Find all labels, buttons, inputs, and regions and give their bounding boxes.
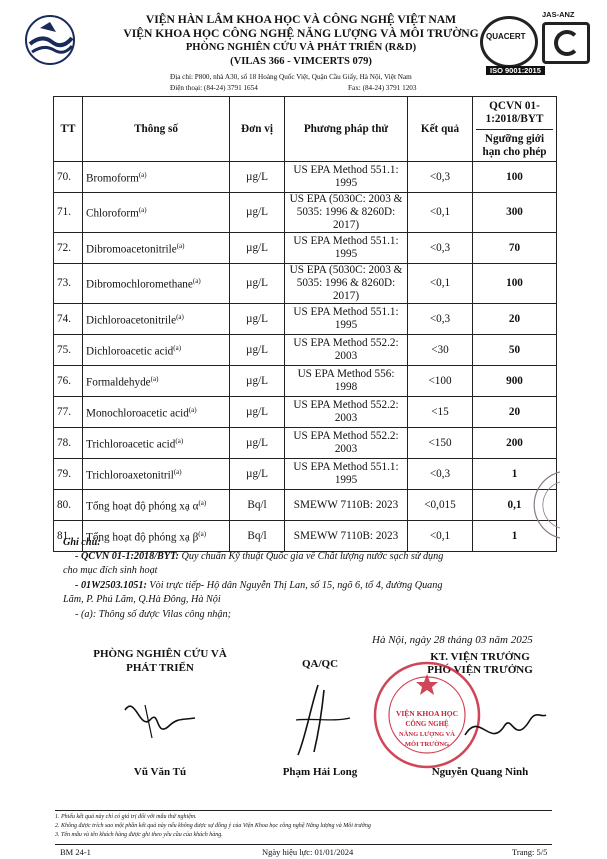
parameter-label: Dichloroacetonitrile (86, 314, 177, 327)
col-unit: Đơn vị (230, 97, 285, 162)
result-value: <30 (408, 335, 473, 366)
unit: Bq/l (230, 490, 285, 521)
row-number: 80. (54, 490, 83, 521)
parameter-label: Formaldehyde (86, 376, 151, 389)
left-signer-title-1: PHÒNG NGHIÊN CỨU VÀ (93, 648, 227, 660)
limit-value: 50 (473, 335, 557, 366)
col-result: Kết quả (408, 97, 473, 162)
note-1-text: Quy chuẩn Kỹ thuật Quốc gia về Chất lượng nước sạch sử dụng (181, 551, 444, 562)
footnote-2: 2. Không được trích sao một phần kết quả này nếu không được sự đồng ý của Viện Khoa học công nghệ Năng lượng và Môi trường (55, 823, 371, 829)
address: Địa chỉ: P800, nhà A30, số 18 Hoàng Quốc Việt, Quận Cầu Giấy, Hà Nội, Việt Nam (170, 73, 412, 81)
col-param: Thông số (83, 97, 230, 162)
table-row (54, 162, 557, 193)
iso-label: ISO 9001:2015 (486, 66, 545, 75)
unit: Bq/l (230, 521, 285, 552)
table-row (54, 490, 557, 521)
quacert-label: QUACERT (486, 32, 526, 41)
accredited-marker: (a) (138, 206, 147, 215)
sign-date: Hà Nội, ngày 28 tháng 03 năm 2025 (372, 634, 533, 646)
parameter-name (83, 162, 230, 193)
institute-logo (22, 14, 78, 66)
result-value: <0,1 (408, 521, 473, 552)
limit-value: 1 (473, 521, 557, 552)
accreditation-codes: (VILAS 366 - VIMCERTS 079) (230, 56, 372, 67)
parameter-name (83, 335, 230, 366)
note-2-text: Vòi trực tiếp- Hộ dân Nguyễn Thị Lan, số 15, ngõ 6, tổ 4, đường Quang (149, 580, 443, 591)
row-number: 76. (54, 366, 83, 397)
unit: µg/L (230, 162, 285, 193)
col-limit-standard: QCVN 01-1:2018/BYT (476, 97, 553, 130)
note-2-cont: Lãm, P. Phú Lãm, Q.Hà Đông, Hà Nội (63, 594, 221, 605)
accredited-marker: (a) (175, 436, 184, 445)
accredited-marker: (a) (188, 405, 197, 414)
test-method: US EPA Method 552.2: 2003 (285, 428, 408, 459)
parameter-name (83, 490, 230, 521)
limit-value: 100 (473, 264, 557, 304)
row-number: 75. (54, 335, 83, 366)
effective-date: Ngày hiệu lực: 01/01/2024 (262, 847, 354, 857)
right-signer-title-1: KT. VIỆN TRƯỞNG (430, 651, 530, 663)
parameter-label: Tổng hoạt độ phóng xạ β (86, 531, 199, 544)
footnote-1: 1. Phiếu kết quả này chỉ có giá trị đối với mẫu thử nghiệm. (55, 814, 197, 820)
col-limit (473, 97, 557, 162)
test-method: SMEWW 7110B: 2023 (285, 490, 408, 521)
test-method: US EPA Method 551.1: 1995 (285, 162, 408, 193)
col-tt: TT (54, 97, 83, 162)
parameter-label: Dibromochloromethane (86, 278, 193, 291)
svg-text:VIỆN KHOA HỌC: VIỆN KHOA HỌC (395, 709, 459, 718)
table-row (54, 193, 557, 233)
limit-value: 0,1 (473, 490, 557, 521)
test-method: US EPA (5030C: 2003 & 5035: 1996 & 8260D: 2017) (285, 264, 408, 304)
result-value: <0,3 (408, 459, 473, 490)
result-value: <0,3 (408, 233, 473, 264)
svg-text:NĂNG LƯỢNG VÀ: NĂNG LƯỢNG VÀ (399, 731, 455, 738)
result-value: <0,3 (408, 304, 473, 335)
parameter-label: Tổng hoạt độ phóng xạ α (86, 500, 199, 513)
row-number: 70. (54, 162, 83, 193)
accredited-marker: (a) (173, 343, 182, 352)
row-number: 78. (54, 428, 83, 459)
footer-divider (55, 810, 552, 811)
unit: µg/L (230, 304, 285, 335)
left-signature (120, 690, 200, 750)
table-row (54, 304, 557, 335)
jas-anz-label: JAS-ANZ (542, 10, 575, 19)
unit: µg/L (230, 459, 285, 490)
results-table (53, 96, 557, 552)
parameter-label: Dibromoacetonitrile (86, 243, 177, 256)
table-row (54, 366, 557, 397)
accredited-marker: (a) (192, 277, 201, 286)
table-row (54, 459, 557, 490)
right-signer-name: Nguyễn Quang Ninh (431, 766, 529, 778)
phone: Điện thoại: (84-24) 3791 1654 (170, 84, 258, 92)
result-value: <15 (408, 397, 473, 428)
test-method: US EPA Method 551.1: 1995 (285, 233, 408, 264)
parameter-name (83, 304, 230, 335)
parameter-name (83, 233, 230, 264)
parameter-label: Trichloroacetic acid (86, 438, 176, 451)
test-method: US EPA Method 551.1: 1995 (285, 304, 408, 335)
result-value: <0,1 (408, 193, 473, 233)
institute-name: VIỆN KHOA HỌC CÔNG NGHỆ NĂNG LƯỢNG VÀ MÔI TRƯỜNG (123, 27, 479, 40)
parameter-name (83, 459, 230, 490)
right-signature (460, 690, 550, 765)
result-value: <0,3 (408, 162, 473, 193)
limit-value: 900 (473, 366, 557, 397)
parameter-label: Monochloroacetic acid (86, 407, 189, 420)
footnote-3: 3. Tên mẫu và tên khách hàng được ghi theo yêu cầu của khách hàng. (55, 832, 223, 838)
result-value: <100 (408, 366, 473, 397)
col-limit-threshold: Ngưỡng giới hạn cho phép (482, 132, 547, 158)
unit: µg/L (230, 397, 285, 428)
parameter-label: Bromoform (86, 172, 139, 185)
row-number: 77. (54, 397, 83, 428)
note-1 (75, 550, 565, 563)
row-number: 79. (54, 459, 83, 490)
page-number: Trang: 5/5 (512, 847, 548, 857)
mid-signer-title: QA/QC (301, 658, 339, 670)
parameter-name (83, 366, 230, 397)
page-seal (520, 470, 560, 540)
form-code: BM 24-1 (60, 847, 91, 857)
test-method: US EPA Method 552.2: 2003 (285, 335, 408, 366)
test-method: US EPA (5030C: 2003 & 5035: 1996 & 8260D: 2017) (285, 193, 408, 233)
note-1-cont: cho mục đích sinh hoạt (63, 565, 158, 576)
accredited-marker: (a) (173, 467, 182, 476)
iso-certification-logo (480, 10, 590, 75)
parameter-label: Trichloroaxetonitril (86, 469, 174, 482)
table-row (54, 264, 557, 304)
test-method: SMEWW 7110B: 2023 (285, 521, 408, 552)
department-name: PHÒNG NGHIÊN CỨU VÀ PHÁT TRIỂN (R&D) (185, 42, 417, 53)
accredited-marker: (a) (176, 241, 185, 250)
table-row (54, 233, 557, 264)
limit-value: 100 (473, 162, 557, 193)
limit-value: 300 (473, 193, 557, 233)
limit-value: 1 (473, 459, 557, 490)
result-value: <150 (408, 428, 473, 459)
footer-divider-2 (55, 844, 552, 845)
result-value: <0,1 (408, 264, 473, 304)
left-signer-title-2: PHÁT TRIỂN (126, 662, 194, 674)
test-method: US EPA Method 552.2: 2003 (285, 397, 408, 428)
row-number: 71. (54, 193, 83, 233)
parameter-name (83, 264, 230, 304)
note-3: - (a): Thông số được Vilas công nhận; (75, 609, 231, 620)
accredited-marker: (a) (198, 529, 207, 538)
row-number: 81. (54, 521, 83, 552)
limit-value: 200 (473, 428, 557, 459)
svg-text:MÔI TRƯỜNG: MÔI TRƯỜNG (404, 741, 450, 748)
unit: µg/L (230, 428, 285, 459)
table-row (54, 397, 557, 428)
mid-signer-name: Phạm Hải Long (282, 766, 358, 778)
unit: µg/L (230, 366, 285, 397)
academy-name: VIỆN HÀN LÂM KHOA HỌC VÀ CÔNG NGHỆ VIỆT NAM (145, 13, 457, 26)
result-value: <0,015 (408, 490, 473, 521)
mid-signature (288, 680, 358, 765)
accredited-marker: (a) (138, 170, 147, 179)
parameter-name (83, 428, 230, 459)
parameter-label: Dichloroacetic acid (86, 345, 174, 358)
parameter-name (83, 193, 230, 233)
table-row (54, 428, 557, 459)
test-method: US EPA Method 551.1: 1995 (285, 459, 408, 490)
unit: µg/L (230, 264, 285, 304)
row-number: 74. (54, 304, 83, 335)
unit: µg/L (230, 335, 285, 366)
limit-value: 20 (473, 397, 557, 428)
note-2 (75, 579, 565, 592)
table-row (54, 335, 557, 366)
test-method: US EPA Method 556: 1998 (285, 366, 408, 397)
notes-title: Ghi chú: (63, 537, 101, 548)
accredited-marker: (a) (176, 312, 184, 321)
row-number: 73. (54, 264, 83, 304)
note-1-code: - QCVN 01-1:2018/BYT: (75, 551, 179, 562)
parameter-label: Chloroform (86, 207, 139, 220)
unit: µg/L (230, 233, 285, 264)
limit-value: 20 (473, 304, 557, 335)
accredited-marker: (a) (198, 498, 207, 507)
limit-value: 70 (473, 233, 557, 264)
parameter-name (83, 397, 230, 428)
left-signer-name: Vũ Văn Tú (133, 766, 187, 778)
unit: µg/L (230, 193, 285, 233)
note-2-code: - 01W2503.1051: (75, 580, 147, 591)
right-signer-title-2: PHÓ VIỆN TRƯỞNG (427, 664, 533, 676)
svg-text:CÔNG NGHỆ: CÔNG NGHỆ (405, 720, 449, 728)
col-method: Phương pháp thử (285, 97, 408, 162)
row-number: 72. (54, 233, 83, 264)
accredited-marker: (a) (150, 374, 159, 383)
fax: Fax: (84-24) 3791 1203 (348, 84, 417, 92)
